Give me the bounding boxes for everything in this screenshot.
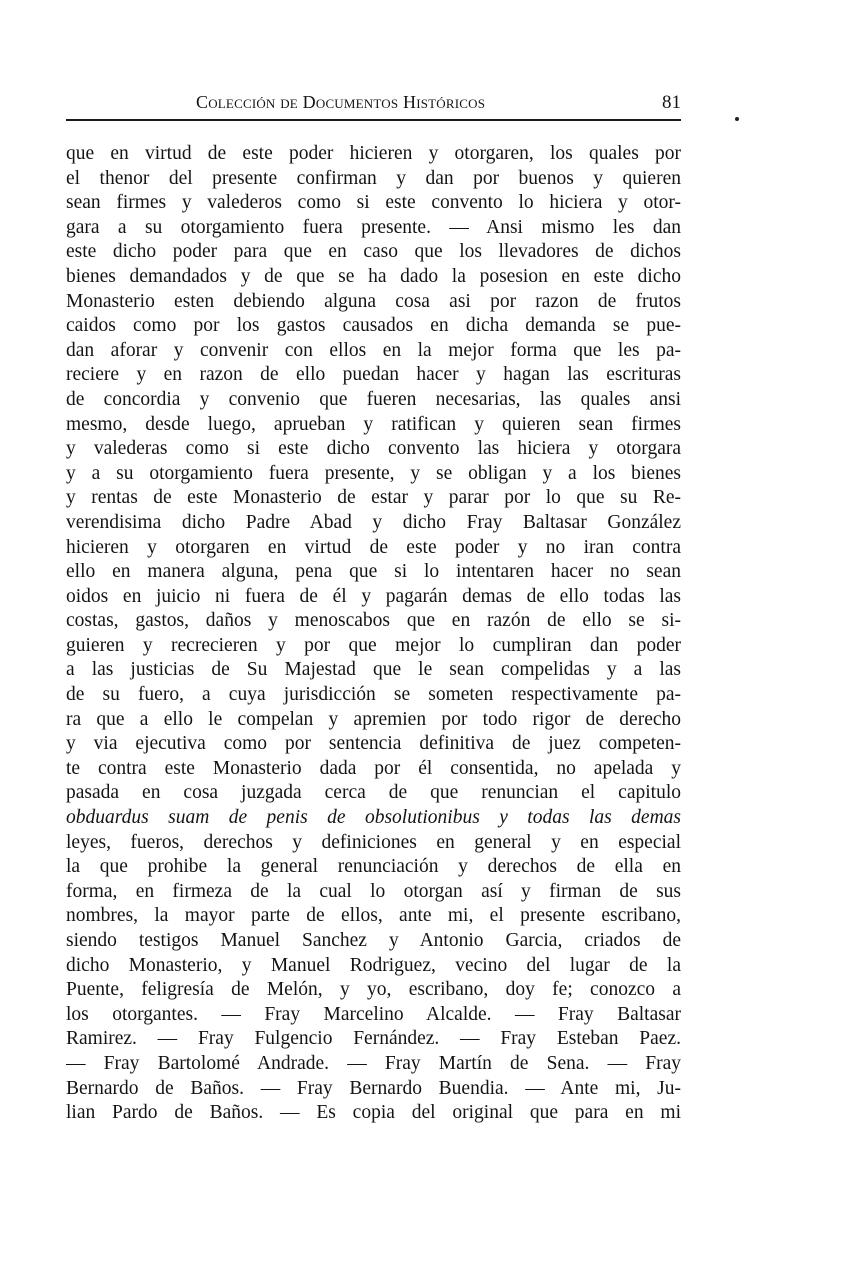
text-line: Puente, feligresía de Melón, y yo, escribano, doy fe; conozco a [66,979,681,1001]
text-line: lian Pardo de Baños. — Es copia del original que para en mi [66,1102,681,1124]
text-line: Bernardo de Baños. — Fray Bernardo Buendia. — Ante mi, Ju- [66,1077,681,1099]
text-line: el thenor del presente confirman y dan por buenos y quieren [66,167,681,189]
text-line: dicho Monasterio, y Manuel Rodriguez, vecino del lugar de la [66,954,681,976]
text-line: de concordia y convenio que fueren necesarias, las quales ansi [66,388,681,410]
text-line: y a su otorgamiento fuera presente, y se obligan y a los bienes [66,462,681,484]
text-line: — Fray Bartolomé Andrade. — Fray Martín de Sena. — Fray [66,1052,681,1074]
text-line: hicieren y otorgaren en virtud de este poder y no iran contra [66,536,681,558]
text-line: sean firmes y valederos como si este convento lo hiciera y otor- [66,192,681,214]
text-line: este dicho poder para que en caso que los llevadores de dichos [66,241,681,263]
text-line: la que prohibe la general renunciación y derechos de ella en [66,856,681,878]
text-line: nombres, la mayor parte de ellos, ante mi, el presente escribano, [66,905,681,927]
text-line: siendo testigos Manuel Sanchez y Antonio Garcia, criados de [66,930,681,951]
text-line: ra que a ello le compelan y apremien por todo rigor de derecho [66,708,681,730]
text-line: a las justicias de Su Majestad que le sean compelidas y a las [66,659,681,681]
text-line: forma, en firmeza de la cual lo otorgan así y firman de sus [66,880,681,902]
text-line: dan aforar y convenir con ellos en la mejor forma que les pa- [66,339,681,361]
text-line: mesmo, desde luego, aprueban y ratifican y quieren sean firmes [66,413,681,435]
text-line: te contra este Monasterio dada por él consentida, no apelada y [66,757,681,779]
text-line: reciere y en razon de ello puedan hacer y hagan las escrituras [66,364,681,386]
ink-speck [735,117,739,121]
text-line: los otorgantes. — Fray Marcelino Alcalde. — Fray Baltasar [66,1003,681,1025]
text-line: que en virtud de este poder hicieren y otorgaren, los quales por [66,143,681,164]
text-line: caidos como por los gastos causados en dicha demanda se pue- [66,315,681,337]
text-line: y rentas de este Monasterio de estar y parar por lo que su Re- [66,487,681,509]
running-title: Colección de Documentos Históricos [196,92,486,112]
text-line: bienes demandados y de que se ha dado la posesion en este dicho [66,265,681,287]
header-rule [66,119,681,121]
text-line: y valederas como si este dicho convento las hiciera y otorgara [66,438,681,460]
text-line: Monasterio esten debiendo alguna cosa asi por razon de frutos [66,290,681,312]
text-line: verendisima dicho Padre Abad y dicho Fray Baltasar González [66,511,681,533]
text-line: gara a su otorgamiento fuera presente. — Ansi mismo les dan [66,216,681,238]
text-line: guieren y recrecieren y por que mejor lo cumpliran dan poder [66,634,681,656]
text-line: oidos en juicio ni fuera de él y pagarán demas de ello todas las [66,585,681,607]
text-line: leyes, fueros, derechos y definiciones en general y en especial [66,831,681,853]
page-number: 81 [662,92,681,113]
body-text [66,142,681,1126]
text-line: de su fuero, a cuya jurisdicción se someten respectivamente pa- [66,684,681,706]
text-line: Ramirez. — Fray Fulgencio Fernández. — Fray Esteban Paez. [66,1028,681,1050]
text-line: ello en manera alguna, pena que si lo intentaren hacer no sean [66,561,681,583]
text-line-latin-citation: obduardus suam de penis de obsolutionibus y todas las demas [66,807,681,829]
text-line: pasada en cosa juzgada cerca de que renuncian el capitulo [66,782,681,804]
text-line: y via ejecutiva como por sentencia definitiva de juez competen- [66,733,681,755]
text-line: costas, gastos, daños y menoscabos que en razón de ello se si- [66,610,681,632]
running-header [66,92,681,122]
